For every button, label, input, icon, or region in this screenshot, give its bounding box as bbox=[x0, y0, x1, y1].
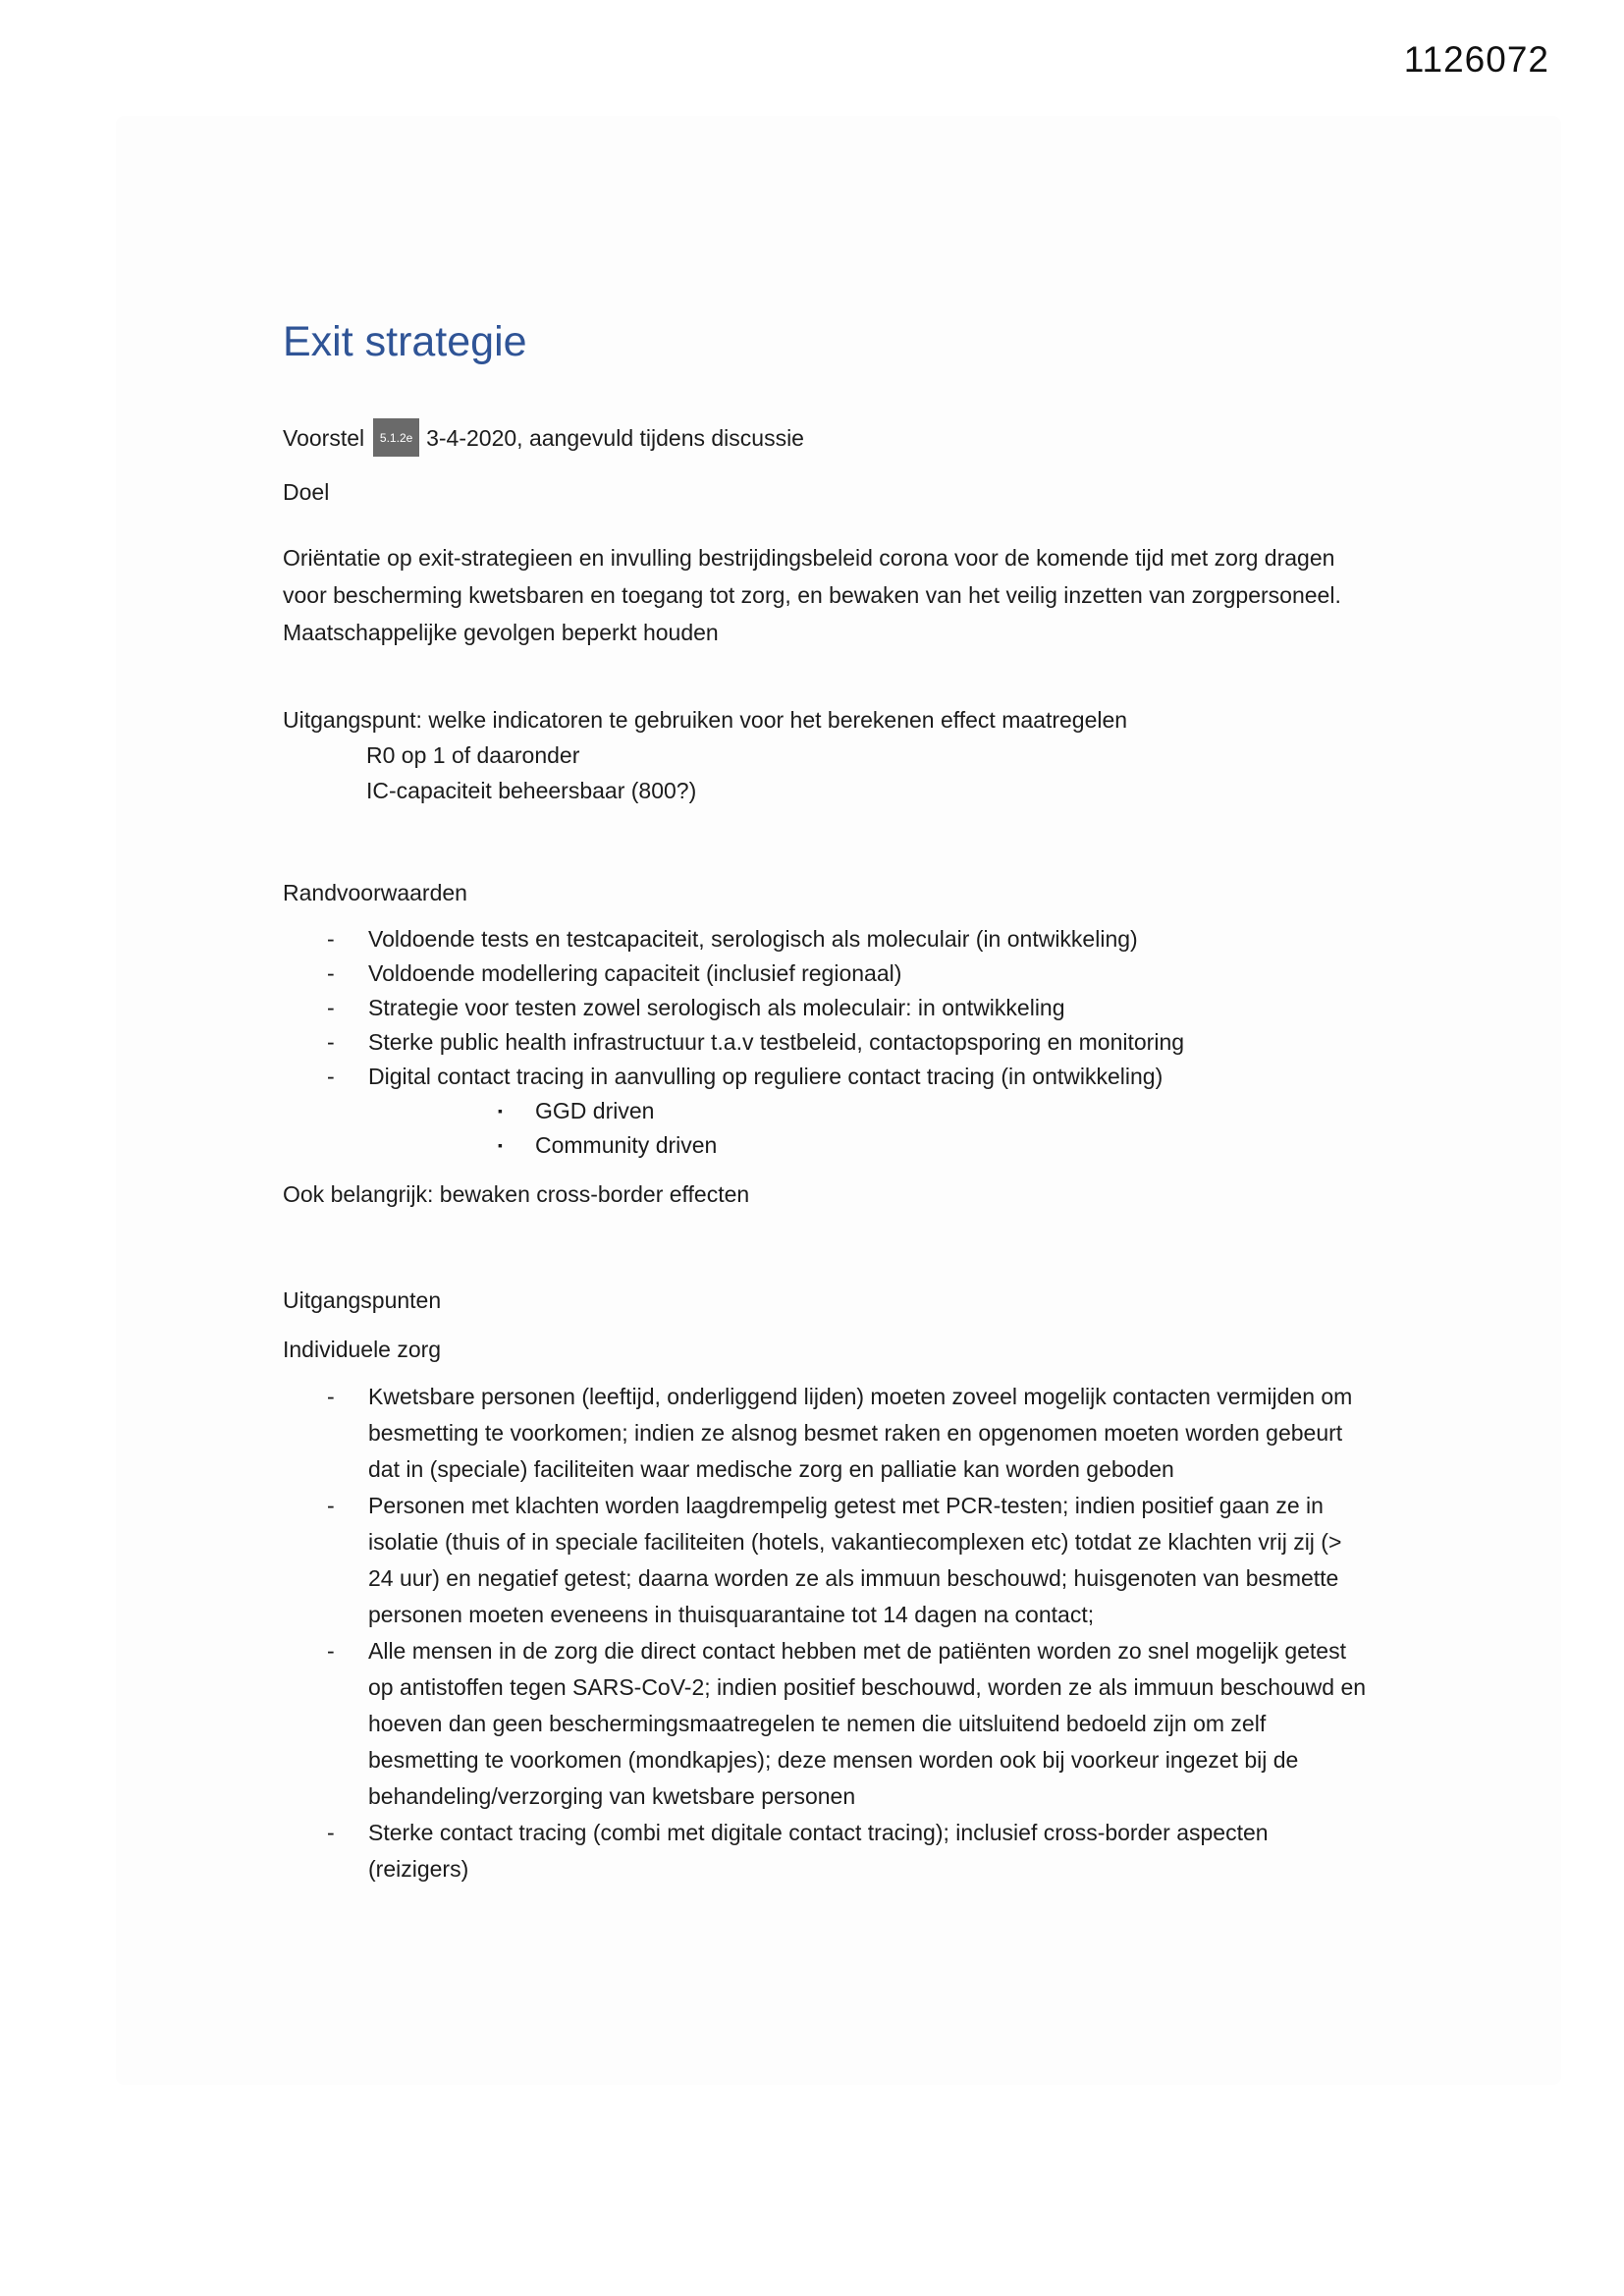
doel-heading: Doel bbox=[283, 479, 330, 506]
document-content bbox=[283, 316, 1378, 1887]
dash-bullet: - bbox=[327, 1064, 335, 1090]
redaction-label: 5.1.2e bbox=[379, 430, 413, 445]
redaction-box bbox=[373, 418, 419, 457]
list-item bbox=[283, 1379, 1378, 1488]
sub-list-item bbox=[283, 1128, 1378, 1163]
list-item-text: Voldoende modellering capaciteit (inclusief regionaal) bbox=[368, 960, 902, 987]
individuele-zorg-list bbox=[283, 1379, 1378, 1887]
dash-bullet: - bbox=[327, 960, 335, 987]
list-item-text: Strategie voor testen zowel serologisch als moleculair: in ontwikkeling bbox=[368, 995, 1065, 1021]
cross-border-note: Ook belangrijk: bewaken cross-border effecten bbox=[283, 1181, 750, 1208]
list-item bbox=[283, 957, 1378, 991]
uitgangspunt-heading: Uitgangspunt: welke indicatoren te gebruiken voor het berekenen effect maatregelen bbox=[283, 707, 1128, 734]
square-bullet: ▪ bbox=[498, 1137, 503, 1154]
indicator-ic: IC-capaciteit beheersbaar (800?) bbox=[366, 778, 697, 804]
dash-bullet: - bbox=[327, 926, 335, 953]
sub-list-item-text: Community driven bbox=[535, 1132, 718, 1159]
sub-list-item bbox=[283, 1094, 1378, 1128]
page-title: Exit strategie bbox=[283, 318, 527, 365]
list-item bbox=[283, 1025, 1378, 1060]
document-number: 1126072 bbox=[1403, 39, 1549, 80]
dash-bullet: - bbox=[327, 1384, 335, 1410]
dash-bullet: - bbox=[327, 995, 335, 1021]
list-item-text: Voldoende tests en testcapaciteit, serologisch als moleculair (in ontwikkeling) bbox=[368, 926, 1138, 953]
list-item bbox=[283, 1060, 1378, 1094]
list-item bbox=[283, 1633, 1378, 1815]
scanned-page bbox=[116, 116, 1561, 2085]
randvoorwaarden-list bbox=[283, 922, 1378, 1094]
list-item bbox=[283, 922, 1378, 957]
sub-list-item-text: GGD driven bbox=[535, 1098, 655, 1124]
list-item bbox=[283, 1815, 1378, 1887]
square-bullet: ▪ bbox=[498, 1103, 503, 1120]
tracing-sublist bbox=[283, 1094, 1378, 1163]
list-item-text: Sterke public health infrastructuur t.a.v testbeleid, contactopsporing en monitoring bbox=[368, 1029, 1185, 1056]
individuele-zorg-subheading: Individuele zorg bbox=[283, 1337, 442, 1363]
list-item-text: Sterke contact tracing (combi met digitale contact tracing); inclusief cross-border aspecten (reizigers) bbox=[368, 1820, 1269, 1883]
dash-bullet: - bbox=[327, 1493, 335, 1519]
list-item-text: Personen met klachten worden laagdrempelig getest met PCR-testen; indien positief gaan ze in isolatie (thuis of in speciale faciliteiten (hotels, vakantiecomplexen etc) totdat ze klachten vrij zij (> 24 uur) en negatief getest; daarna worden ze als immuun beschouwd; huisgenoten van besmette personen moeten eveneens in thuisquarantaine tot 14 dagen na contact; bbox=[368, 1493, 1342, 1628]
doel-paragraph: Oriëntatie op exit-strategieen en invulling bestrijdingsbeleid corona voor de komende tijd met zorg dragen voor bescherming kwetsbaren en toegang tot zorg, en bewaken van het veilig inzetten van zorgpersoneel. Maatschappelijke gevolgen beperkt houden bbox=[283, 545, 1341, 646]
proposal-suffix: 3-4-2020, aangevuld tijdens discussie bbox=[426, 425, 804, 451]
indicator-r0: R0 op 1 of daaronder bbox=[366, 742, 580, 769]
proposal-line bbox=[283, 420, 1378, 459]
list-item-text: Digital contact tracing in aanvulling op reguliere contact tracing (in ontwikkeling) bbox=[368, 1064, 1164, 1090]
randvoorwaarden-heading: Randvoorwaarden bbox=[283, 880, 467, 906]
list-item bbox=[283, 991, 1378, 1025]
dash-bullet: - bbox=[327, 1029, 335, 1056]
dash-bullet: - bbox=[327, 1638, 335, 1665]
dash-bullet: - bbox=[327, 1820, 335, 1846]
list-item bbox=[283, 1488, 1378, 1633]
list-item-text: Kwetsbare personen (leeftijd, onderliggend lijden) moeten zoveel mogelijk contacten vermijden om besmetting te voorkomen; indien ze alsnog besmet raken en opgenomen moeten worden gebeurt dat in (speciale) faciliteiten waar medische zorg en palliatie kan worden geboden bbox=[368, 1384, 1353, 1483]
uitgangspunten-heading: Uitgangspunten bbox=[283, 1287, 442, 1314]
list-item-text: Alle mensen in de zorg die direct contact hebben met de patiënten worden zo snel mogelijk getest op antistoffen tegen SARS-CoV-2; indien positief beschouwd, worden ze als immuun beschouwd en hoeven dan geen beschermingsmaatregelen te nemen die uitsluitend bedoeld zijn om zelf besmetting te voorkomen (mondkapjes); deze mensen worden ook bij voorkeur ingezet bij de behandeling/verzorging van kwetsbare personen bbox=[368, 1638, 1367, 1810]
proposal-prefix: Voorstel bbox=[283, 425, 365, 451]
